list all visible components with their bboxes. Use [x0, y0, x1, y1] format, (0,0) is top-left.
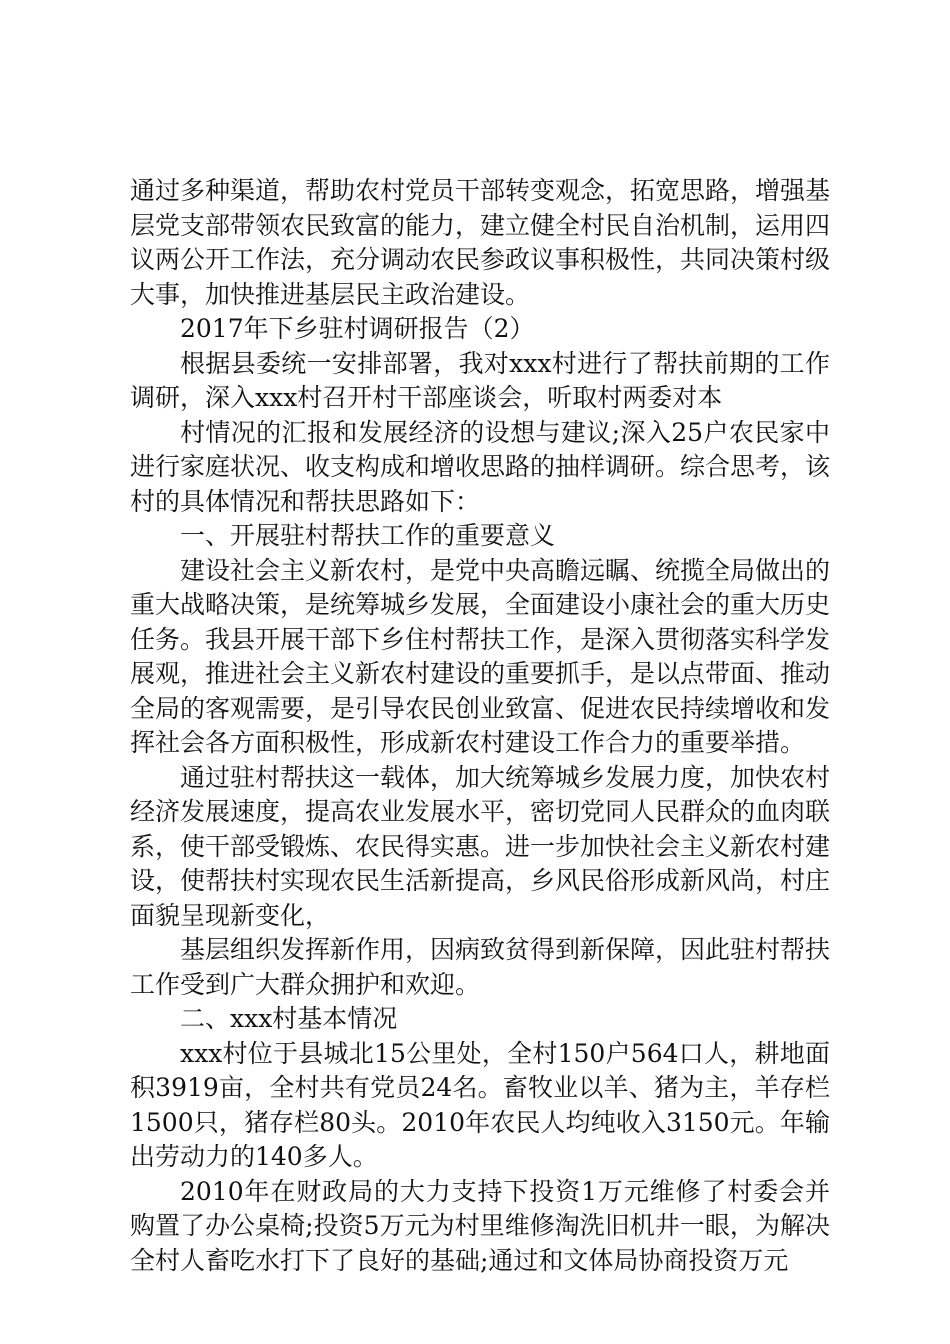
paragraph: xxx村位于县城北15公里处，全村150户564口人，耕地面积3919亩，全村共有党员24名。畜牧业以羊、猪为主，羊存栏1500只，猪存栏80头。2010年农民人均纯收入3150元。年输出劳动力的140多人。 — [130, 1038, 830, 1171]
paragraph: 基层组织发挥新作用，因病致贫得到新保障，因此驻村帮扶工作受到广大群众拥护和欢迎。 — [130, 935, 831, 999]
paragraph: 根据县委统一安排部署，我对xxx村进行了帮扶前期的工作调研，深入xxx村召开村干部座谈会，听取村两委对本 — [130, 348, 830, 412]
paragraph: 村情况的汇报和发展经济的设想与建议;深入25户农民家中进行家庭状况、收支构成和增收思路的抽样调研。综合思考，该村的具体情况和帮扶思路如下： — [130, 417, 831, 516]
paragraph: 2010年在财政局的大力支持下投资1万元维修了村委会并购置了办公桌椅;投资5万元为村里维修淘洗旧机井一眼，为解决全村人畜吃水打下了良好的基础;通过和文体局协商投资万元 — [130, 1176, 830, 1275]
document-body — [130, 174, 830, 1278]
paragraph: 通过多种渠道，帮助农村党员干部转变观念，拓宽思路，增强基层党支部带领农民致富的能力，建立健全村民自治机制，运用四议两公开工作法，充分调动农民参政议事积极性，共同决策村级大事，加快推进基层民主政治建设。 — [130, 176, 831, 309]
report-title: 2017年下乡驻村调研报告（2） — [180, 314, 535, 343]
paragraph: 建设社会主义新农村，是党中央高瞻远瞩、统揽全局做出的重大战略决策，是统筹城乡发展，全面建设小康社会的重大历史任务。我县开展干部下乡住村帮扶工作，是深入贯彻落实科学发展观，推进社会主义新农村建设的重要抓手，是以点带面、推动全局的客观需要，是引导农民创业致富、促进农民持续增收和发挥社会各方面积极性，形成新农村建设工作合力的重要举措。 — [130, 555, 831, 757]
paragraph: 通过驻村帮扶这一载体，加大统筹城乡发展力度，加快农村经济发展速度，提高农业发展水平，密切党同人民群众的血肉联系，使干部受锻炼、农民得实惠。进一步加快社会主义新农村建设，使帮扶村实现农民生活新提高，乡风民俗形成新风尚，村庄面貌呈现新变化， — [130, 762, 831, 930]
section-heading: 二、xxx村基本情况 — [180, 1004, 398, 1033]
section-heading: 一、开展驻村帮扶工作的重要意义 — [180, 521, 556, 550]
